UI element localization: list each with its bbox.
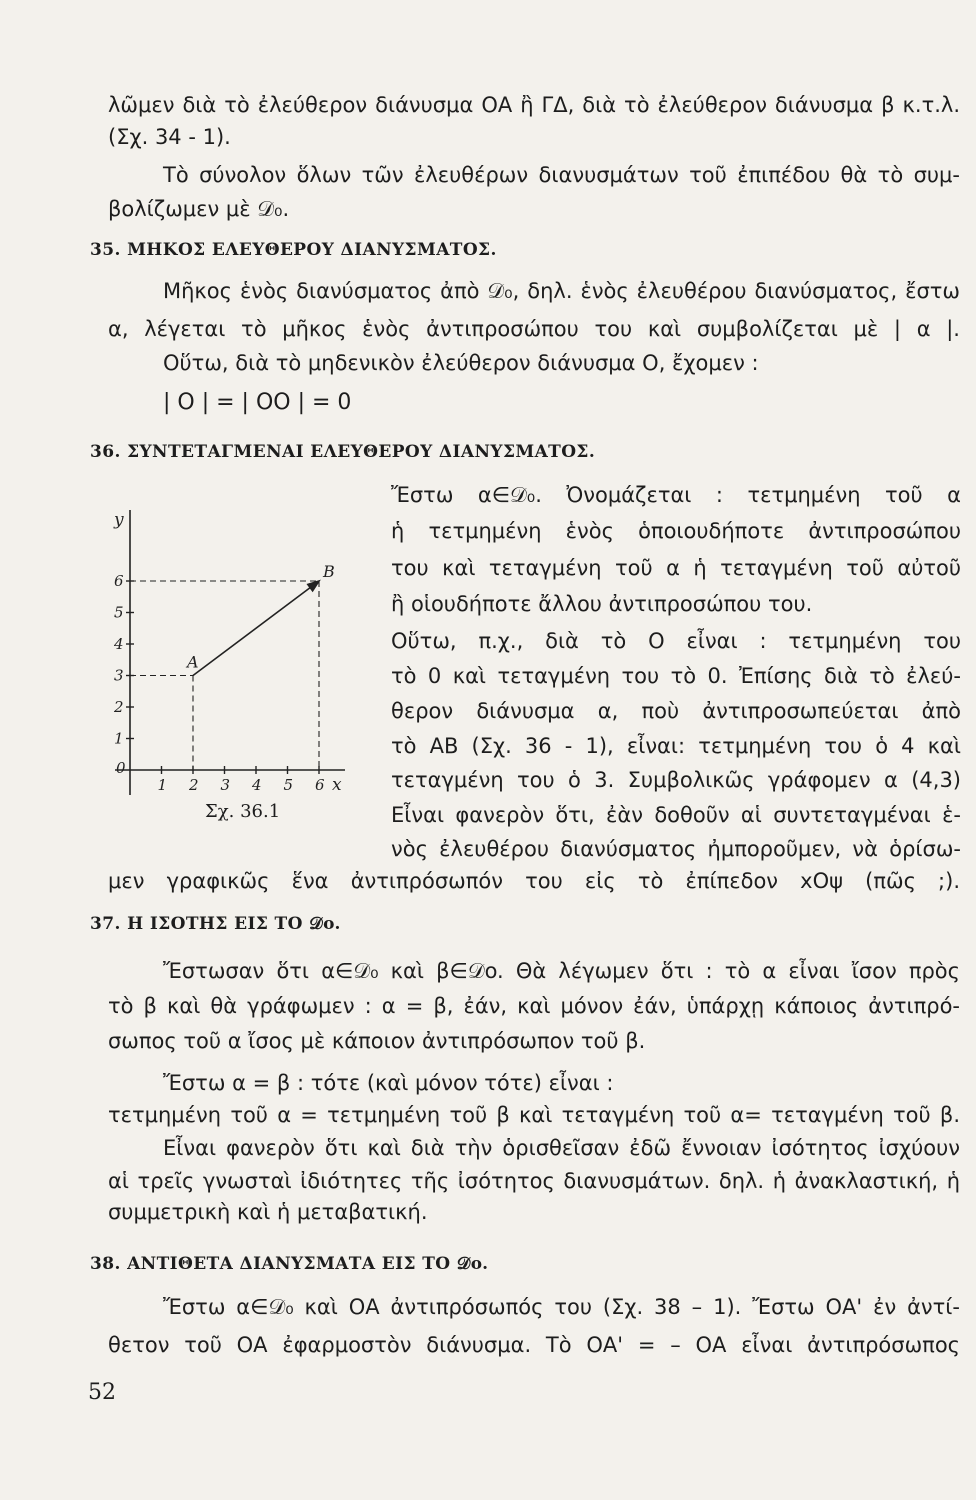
figure-caption: Σχ. 36.1 [205, 801, 281, 822]
paragraph-line: Ἔστωσαν ὅτι α∈𝒟₀ καὶ β∈𝒟o. Θὰ λέγωμεν ὅτι : τὸ α εἶναι ἴσον πρὸς [163, 959, 960, 983]
x-tick-label: 3 [220, 776, 231, 794]
paragraph-line: τὸ ΑΒ (Σχ. 36 - 1), εἶναι: τετμημένη του ὁ 4 καὶ [391, 734, 961, 758]
paragraph-line: ἡ τετμημένη ἑνὸς ὁποιουδήποτε ἀντιπροσώπου [391, 519, 961, 543]
paragraph-line: βολίζωμεν μὲ 𝒟₀. [108, 197, 290, 221]
y-tick-label: 1 [114, 729, 124, 748]
y-tick-label: 2 [114, 698, 124, 716]
section-heading-36: 36. ΣΥΝΤΕΤΑΓΜΕΝΑΙ ΕΛΕΥΘΕΡΟΥ ΔΙΑΝΥΣΜΑΤΟΣ. [90, 442, 596, 462]
point-b-label: B [323, 562, 335, 581]
y-tick-label: 6 [114, 572, 124, 590]
paragraph-line: σωπος τοῦ α ἴσος μὲ κάποιον ἀντιπρόσωπον τοῦ β. [108, 1029, 646, 1053]
x-tick-label: 4 [252, 776, 262, 794]
paragraph-line: Οὕτω, π.χ., διὰ τὸ Ο εἶναι : τετμημένη του [391, 629, 961, 653]
y-tick-label: 4 [114, 635, 124, 653]
paragraph-line: Ἔστω α = β : τότε (καὶ μόνον τότε) εἶναι : [163, 1071, 614, 1095]
paragraph-line: (Σχ. 34 - 1). [108, 125, 231, 149]
paragraph-line: Εἶναι φανερὸν ὅτι καὶ διὰ τὴν ὁρισθεῖσαν ἐδῶ ἔννοιαν ἰσότητος ἰσχύουν [163, 1136, 960, 1160]
coordinate-figure [100, 505, 370, 805]
paragraph-line: τετμημένη τοῦ α = τετμημένη τοῦ β καὶ τεταγμένη τοῦ α= τεταγμένη τοῦ β. [108, 1103, 960, 1127]
zero-vector-formula: | Ο | = | ΟΟ | = 0 [163, 390, 352, 415]
paragraph-line: νὸς ἐλευθέρου διανύσματος ἠμποροῦμεν, νὰ ὁρίσω- [391, 837, 961, 861]
paragraph-line: Οὕτω, διὰ τὸ μηδενικὸν ἐλεύθερον διάνυσμα Ο, ἔχομεν : [163, 351, 759, 375]
paragraph-line: θερον διάνυσμα α, ποὺ ἀντιπροσωπεύεται ἀπὸ [391, 699, 961, 723]
x-tick-label: 2 [189, 776, 199, 794]
page-number: 52 [88, 1380, 116, 1405]
paragraph-line: Μῆκος ἑνὸς διανύσματος ἀπὸ 𝒟₀, δηλ. ἑνὸς ἐλευθέρου διανύσματος, ἔστω [163, 279, 960, 303]
paragraph-line: αἱ τρεῖς γνωσταὶ ἰδιότητες τῆς ἰσότητος διανυσμάτων. δηλ. ἡ ἀνακλαστική, ἡ [108, 1169, 960, 1193]
y-tick-label: 3 [114, 666, 124, 685]
section-heading-37: 37. Η ΙΣΟΤΗΣ ΕΙΣ ΤΟ 𝒟o. [90, 914, 341, 934]
paragraph-line: Ἔστω α∈𝒟₀. Ὀνομάζεται : τετμημένη τοῦ α [391, 483, 961, 507]
x-tick-label: 1 [157, 776, 168, 794]
paragraph-line: Εἶναι φανερὸν ὅτι, ἐὰν δοθοῦν αἱ συντεταγμέναι ἑ- [391, 803, 961, 827]
paragraph-line: του καὶ τεταγμένη τοῦ α ἡ τεταγμένη τοῦ αὐτοῦ [391, 556, 961, 580]
x-tick-label: 6 [315, 776, 325, 794]
x-tick-label: 5 [283, 776, 294, 794]
paragraph-line: θετον τοῦ ΟΑ ἐφαρμοστὸν διάνυσμα. Τὸ ΟΑ' = – ΟΑ εἶναι ἀντιπρόσωπος [108, 1333, 960, 1357]
section-heading-35: 35. ΜΗΚΟΣ ΕΛΕΥΘΕΡΟΥ ΔΙΑΝΥΣΜΑΤΟΣ. [90, 240, 497, 260]
origin-label: 0 [116, 759, 126, 777]
paragraph-line: Τὸ σύνολον ὅλων τῶν ἐλευθέρων διανυσμάτων τοῦ ἐπιπέδου θὰ τὸ συμ- [163, 163, 960, 187]
vector-arrowhead [308, 581, 319, 591]
paragraph-line: Ἔστω α∈𝒟₀ καὶ ΟΑ ἀντιπρόσωπός του (Σχ. 38 – 1). Ἔστω ΟΑ' ἐν ἀντί- [163, 1295, 960, 1319]
y-tick-label: 5 [114, 603, 124, 622]
paragraph-line: τὸ β καὶ θὰ γράφωμεν : α = β, ἐάν, καὶ μόνον ἐάν, ὑπάρχῃ κάποιος ἀντιπρό- [108, 994, 960, 1018]
paragraph-line: τὸ 0 καὶ τεταγμένη του τὸ 0. Ἐπίσης διὰ τὸ ἐλεύ- [391, 664, 961, 688]
vector-ab [193, 581, 319, 676]
paragraph-line: λῶμεν διὰ τὸ ἐλεύθερον διάνυσμα ΟΑ ἢ ΓΔ, διὰ τὸ ἐλεύθερον διάνυσμα β κ.τ.λ. [108, 93, 960, 117]
section-heading-38: 38. ΑΝΤΙΘΕΤΑ ΔΙΑΝΥΣΜΑΤΑ ΕΙΣ ΤΟ 𝒟o. [90, 1254, 489, 1274]
paragraph-line: α, λέγεται τὸ μῆκος ἑνὸς ἀντιπροσώπου του καὶ συμβολίζεται μὲ | α |. [108, 317, 960, 341]
y-axis-label: y [114, 510, 124, 530]
paragraph-line: τεταγμένη του ὁ 3. Συμβολικῶς γράφομεν α (4,3) [391, 768, 961, 792]
point-a-label: A [187, 652, 199, 672]
paragraph-line: μεν γραφικῶς ἕνα ἀντιπρόσωπόν του εἰς τὸ ἐπίπεδον xOψ (πῶς ;). [108, 869, 960, 893]
paragraph-line: συμμετρικὴ καὶ ἡ μεταβατική. [108, 1200, 428, 1224]
x-axis-label: x [332, 775, 342, 795]
paragraph-line: ἢ οἱουδήποτε ἄλλου ἀντιπροσώπου του. [391, 592, 813, 616]
